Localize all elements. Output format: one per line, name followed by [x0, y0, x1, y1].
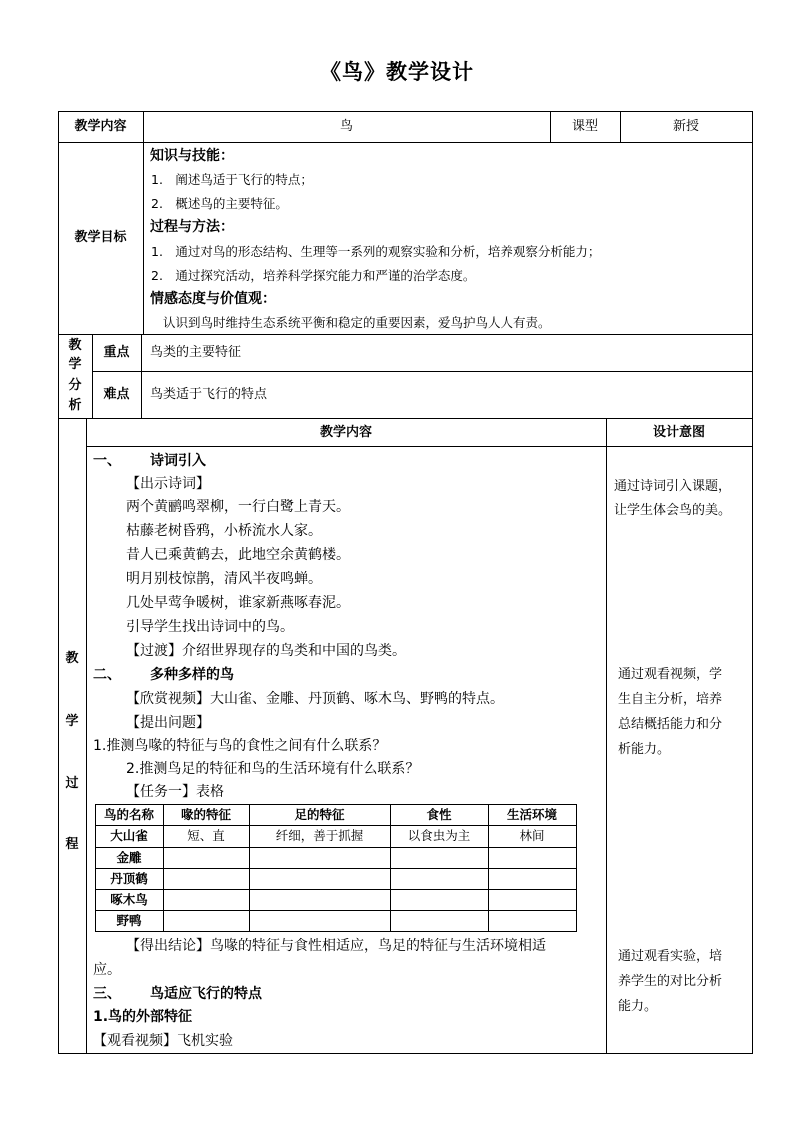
- table-header-cell: 鸟的名称: [103, 807, 154, 822]
- table-border: [58, 111, 753, 112]
- table-cell: 林间: [519, 828, 545, 843]
- table-cell: 短、直: [187, 828, 225, 843]
- intent-text: 养学生的对比分析: [618, 974, 723, 989]
- table-cell-bird: 野鸭: [116, 913, 142, 928]
- goals-label: 教学目标: [74, 230, 127, 245]
- section-title: 多种多样的鸟: [150, 667, 234, 683]
- section-title: 诗词引入: [150, 453, 206, 469]
- inner-table-border: [163, 804, 164, 932]
- type-value: 新授: [672, 119, 699, 134]
- inner-table-border: [488, 804, 489, 932]
- intent-text: 让学生体会鸟的美。: [614, 503, 732, 518]
- intent-text: 通过观看视频，学: [618, 667, 723, 682]
- section-title: 鸟适应飞行的特点: [150, 986, 262, 1002]
- table-border: [58, 1053, 753, 1054]
- poem-line: 几处早莺争暖树，谁家新燕啄春泥。: [126, 595, 350, 611]
- inner-table-border: [95, 847, 577, 848]
- inner-table-border: [390, 804, 391, 932]
- analysis-label-char: 教: [68, 338, 82, 353]
- video-text: 【观看视频】飞机实验: [93, 1033, 233, 1049]
- table-cell-bird: 大山雀: [110, 828, 148, 843]
- inner-table-border: [95, 910, 577, 911]
- process-heading: 过程与方法：: [150, 219, 234, 235]
- table-cell: 纤细，善于抓握: [275, 828, 364, 843]
- difficulty-label: 难点: [103, 387, 130, 402]
- section-number: 二、: [93, 667, 121, 683]
- intent-text: 通过观看实验，培: [618, 949, 723, 964]
- conclusion-text: 应。: [93, 962, 121, 978]
- poem-line: 两个黄鹂鸣翠柳，一行白鹭上青天。: [126, 499, 350, 515]
- process-label-char: 教: [65, 651, 79, 666]
- table-border: [92, 371, 753, 372]
- type-label: 课型: [571, 119, 598, 134]
- key-value: 鸟类的主要特征: [150, 345, 242, 360]
- col-content-header: 教学内容: [319, 425, 372, 440]
- knowledge-heading: 知识与技能：: [150, 148, 234, 164]
- key-label: 重点: [103, 345, 130, 360]
- inner-table-border: [95, 868, 577, 869]
- emotion-heading: 情感态度与价值观：: [150, 291, 276, 307]
- table-cell: 以食虫为主: [407, 828, 471, 843]
- poem-line: 枯藤老树昏鸦，小桥流水人家。: [126, 523, 322, 539]
- page-title: 《鸟》教学设计: [320, 60, 474, 84]
- poem-line: 明月别枝惊鹊，清风半夜鸣蝉。: [126, 571, 322, 587]
- inner-table-border: [576, 804, 577, 932]
- table-cell-bird: 金雕: [116, 850, 142, 865]
- inner-table-border: [95, 804, 577, 805]
- table-cell-bird: 丹顶鹤: [110, 871, 148, 886]
- process-label-char: 过: [65, 776, 79, 791]
- poem-line: 昔人已乘黄鹤去，此地空余黄鹤楼。: [126, 547, 350, 563]
- table-border: [58, 142, 753, 143]
- inner-table-border: [95, 931, 577, 932]
- intent-text: 总结概括能力和分: [618, 717, 723, 732]
- table-header-cell: 喙的特征: [180, 807, 231, 822]
- process-item: 1. 通过对鸟的形态结构、生理等一系列的观察实验和分析，培养观察分析能力；: [151, 244, 601, 259]
- subsection-title: 1.鸟的外部特征: [93, 1009, 193, 1025]
- knowledge-item: 2. 概述鸟的主要特征。: [151, 196, 288, 211]
- question-item: 2.推测鸟足的特征和鸟的生活环境有什么联系？: [126, 761, 420, 777]
- question-heading: 【提出问题】: [126, 715, 210, 731]
- table-header-cell: 足的特征: [294, 807, 345, 822]
- table-border: [752, 111, 753, 1054]
- table-border: [58, 334, 753, 335]
- section-number: 三、: [93, 986, 121, 1002]
- intent-text: 通过诗词引入课题，: [614, 479, 732, 494]
- table-border: [58, 111, 59, 1054]
- table-border: [143, 111, 144, 335]
- table-border: [606, 418, 607, 1054]
- content-label: 教学内容: [74, 119, 127, 134]
- difficulty-value: 鸟类适于飞行的特点: [150, 387, 268, 402]
- inner-table-border: [249, 804, 250, 932]
- knowledge-item: 1. 阐述鸟适于飞行的特点；: [151, 172, 313, 187]
- show-poem: 【出示诗词】: [126, 476, 210, 492]
- analysis-label-char: 分: [68, 378, 82, 393]
- analysis-label-char: 学: [68, 357, 82, 372]
- intent-text: 生自主分析，培养: [618, 692, 723, 707]
- intent-text: 能力。: [618, 999, 658, 1014]
- analysis-label-char: 析: [68, 398, 82, 413]
- inner-table-border: [95, 825, 577, 826]
- table-border: [86, 418, 87, 1054]
- table-border: [58, 418, 753, 419]
- content-value: 鸟: [339, 119, 353, 134]
- inner-table-border: [95, 889, 577, 890]
- task-heading: 【任务一】表格: [126, 784, 224, 800]
- table-border: [141, 334, 142, 419]
- col-intent-header: 设计意图: [652, 425, 705, 440]
- table-header-cell: 生活环境: [506, 807, 557, 822]
- guide-text: 引导学生找出诗词中的鸟。: [126, 619, 294, 635]
- video-text: 【欣赏视频】大山雀、金雕、丹顶鹤、啄木鸟、野鸭的特点。: [126, 691, 504, 707]
- conclusion-text: 【得出结论】鸟喙的特征与食性相适应，鸟足的特征与生活环境相适: [126, 938, 546, 954]
- process-label-char: 程: [65, 837, 79, 852]
- intent-text: 析能力。: [618, 742, 671, 757]
- table-border: [86, 446, 753, 447]
- table-cell-bird: 啄木鸟: [110, 892, 148, 907]
- emotion-text: 认识到鸟时维持生态系统平衡和稳定的重要因素，爱鸟护鸟人人有责。: [163, 315, 551, 330]
- table-header-cell: 食性: [426, 807, 452, 822]
- process-item: 2. 通过探究活动，培养科学探究能力和严谨的治学态度。: [151, 268, 476, 283]
- transition-text: 【过渡】介绍世界现存的鸟类和中国的鸟类。: [126, 643, 406, 659]
- question-item: 1.推测鸟喙的特征与鸟的食性之间有什么联系？: [93, 738, 387, 754]
- section-number: 一、: [93, 453, 121, 469]
- process-label-char: 学: [65, 714, 79, 729]
